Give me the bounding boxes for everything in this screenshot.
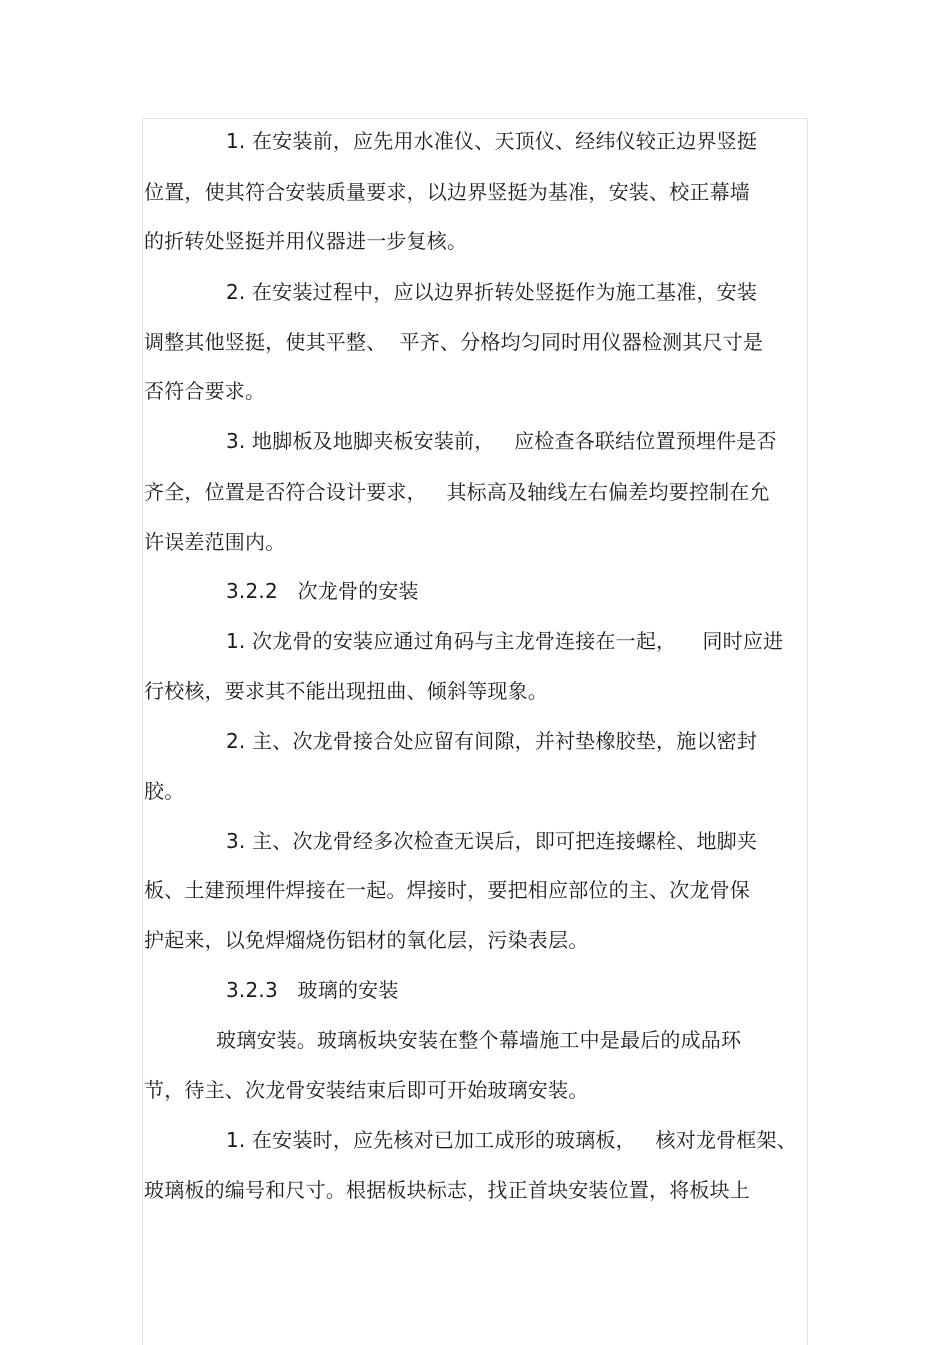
paragraph-line: 2. 主、次龙骨接合处应留有间隙，并衬垫橡胶垫，施以密封 bbox=[226, 729, 758, 753]
paragraph-line: 节，待主、次龙骨安装结束后即可开始玻璃安装。 bbox=[144, 1078, 589, 1102]
paragraph-line: 玻璃安装。玻璃板块安装在整个幕墙施工中是最后的成品环 bbox=[216, 1028, 742, 1052]
section-heading: 3.2.3 玻璃的安装 bbox=[226, 978, 399, 1002]
section-heading: 3.2.2 次龙骨的安装 bbox=[226, 579, 419, 603]
paragraph-line: 板、土建预埋件焊接在一起。焊接时，要把相应部位的主、次龙骨保 bbox=[144, 878, 750, 902]
paragraph-line: 3. 地脚板及地脚夹板安装前， 应检查各联结位置预埋件是否 bbox=[226, 429, 777, 453]
paragraph-line: 1. 次龙骨的安装应通过角码与主龙骨连接在一起， 同时应进 bbox=[226, 629, 784, 653]
paragraph-line: 1. 在安装时，应先核对已加工成形的玻璃板， 核对龙骨框架、 bbox=[226, 1128, 797, 1152]
paragraph-line: 否符合要求。 bbox=[144, 379, 266, 403]
paragraph-line: 3. 主、次龙骨经多次检查无误后，即可把连接螺栓、地脚夹 bbox=[226, 829, 758, 853]
paragraph-line: 的折转处竖挺并用仪器进一步复核。 bbox=[144, 229, 468, 253]
paragraph-line: 调整其他竖挺，使其平整、 平齐、分格均匀同时用仪器检测其尺寸是 bbox=[144, 330, 764, 354]
paragraph-line: 许误差范围内。 bbox=[144, 530, 286, 554]
paragraph-line: 行校核，要求其不能出现扭曲、倾斜等现象。 bbox=[144, 679, 548, 703]
paragraph-line: 位置，使其符合安装质量要求，以边界竖挺为基准，安装、校正幕墙 bbox=[144, 180, 750, 204]
paragraph-line: 玻璃板的编号和尺寸。根据板块标志，找正首块安装位置，将板块上 bbox=[144, 1178, 750, 1202]
paragraph-line: 护起来，以免焊熘烧伤铝材的氧化层，污染表层。 bbox=[144, 928, 589, 952]
paragraph-line: 齐全，位置是否符合设计要求， 其标高及轴线左右偏差均要控制在允 bbox=[144, 480, 770, 504]
paragraph-line: 2. 在安装过程中，应以边界折转处竖挺作为施工基准，安装 bbox=[226, 280, 758, 304]
paragraph-line: 胶。 bbox=[144, 779, 185, 803]
paragraph-line: 1. 在安装前，应先用水准仪、天顶仪、经纬仪较正边界竖挺 bbox=[226, 129, 758, 153]
